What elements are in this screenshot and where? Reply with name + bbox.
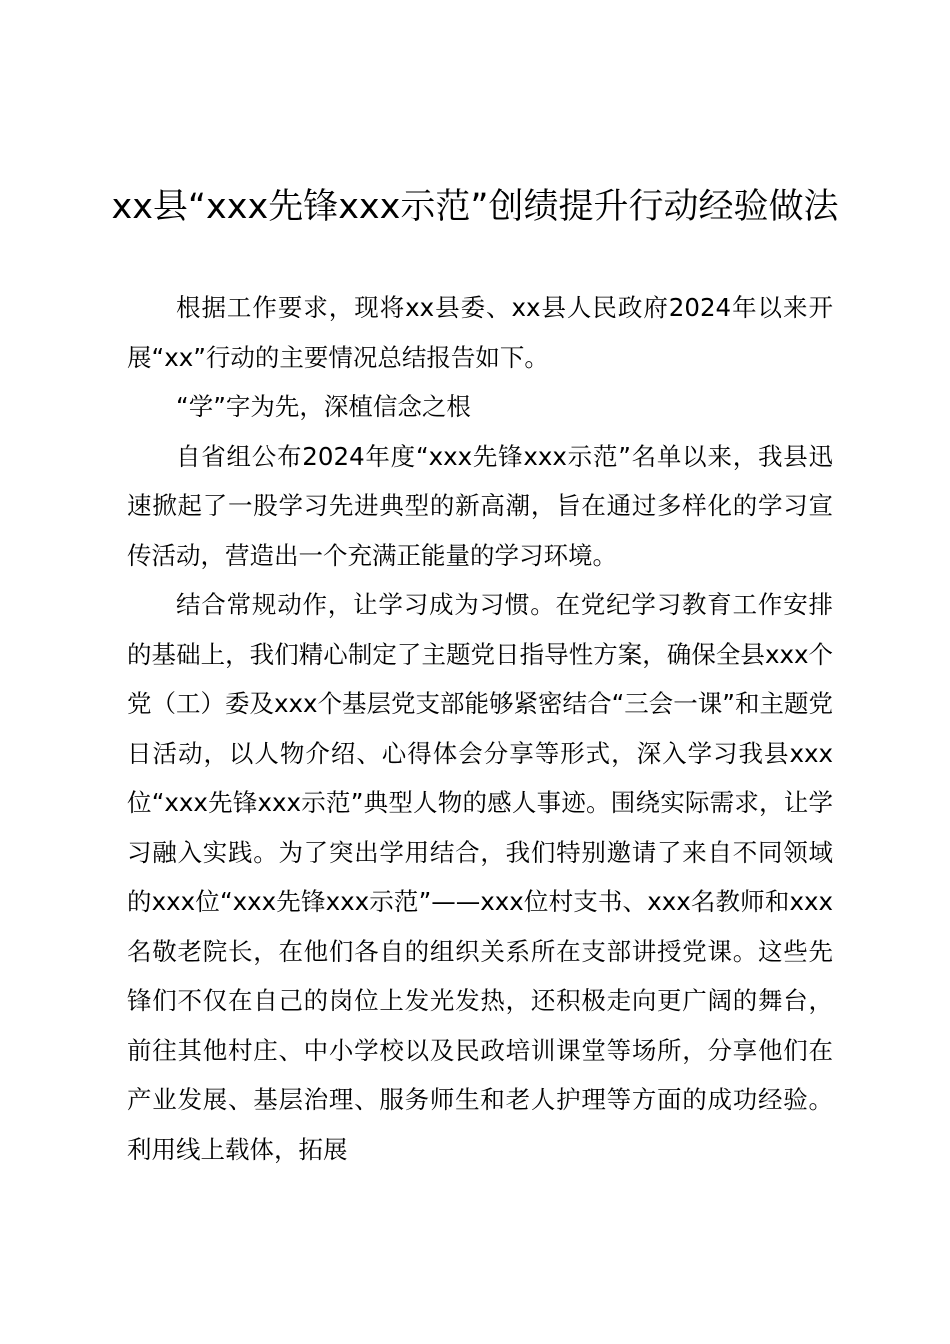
- document-body: [127, 283, 833, 1174]
- intro-paragraph: 根据工作要求，现将xx县委、xx县人民政府2024年以来开展“xx”行动的主要情况总结报告如下。: [127, 293, 833, 372]
- document-title: xx县“xxx先锋xxx示范”创绩提升行动经验做法: [111, 187, 839, 227]
- body-paragraph: 结合常规动作，让学习成为习惯。在党纪学习教育工作安排的基础上，我们精心制定了主题党日指导性方案，确保全县xxx个党（工）委及xxx个基层党支部能够紧密结合“三会一课”和主题党日活动，以人物介绍、心得体会分享等形式，深入学习我县xxx位“xxx先锋xxx示范”典型人物的感人事迹。围绕实际需求，让学习融入实践。为了突出学用结合，我们特别邀请了来自不同领域的xxx位“xxx先锋xxx示范”——xxx位村支书、xxx名教师和xxx名敬老院长，在他们各自的组织关系所在支部讲授党课。这些先锋们不仅在自己的岗位上发光发热，还积极走向更广阔的舞台，前往其他村庄、中小学校以及民政培训课堂等场所，分享他们在产业发展、基层治理、服务师生和老人护理等方面的成功经验。利用线上载体，拓展: [127, 590, 833, 1164]
- section-heading: “学”字为先，深植信念之根: [176, 392, 471, 421]
- body-paragraph: 自省组公布2024年度“xxx先锋xxx示范”名单以来，我县迅速掀起了一股学习先进典型的新高潮，旨在通过多样化的学习宣传活动，营造出一个充满正能量的学习环境。: [127, 441, 833, 570]
